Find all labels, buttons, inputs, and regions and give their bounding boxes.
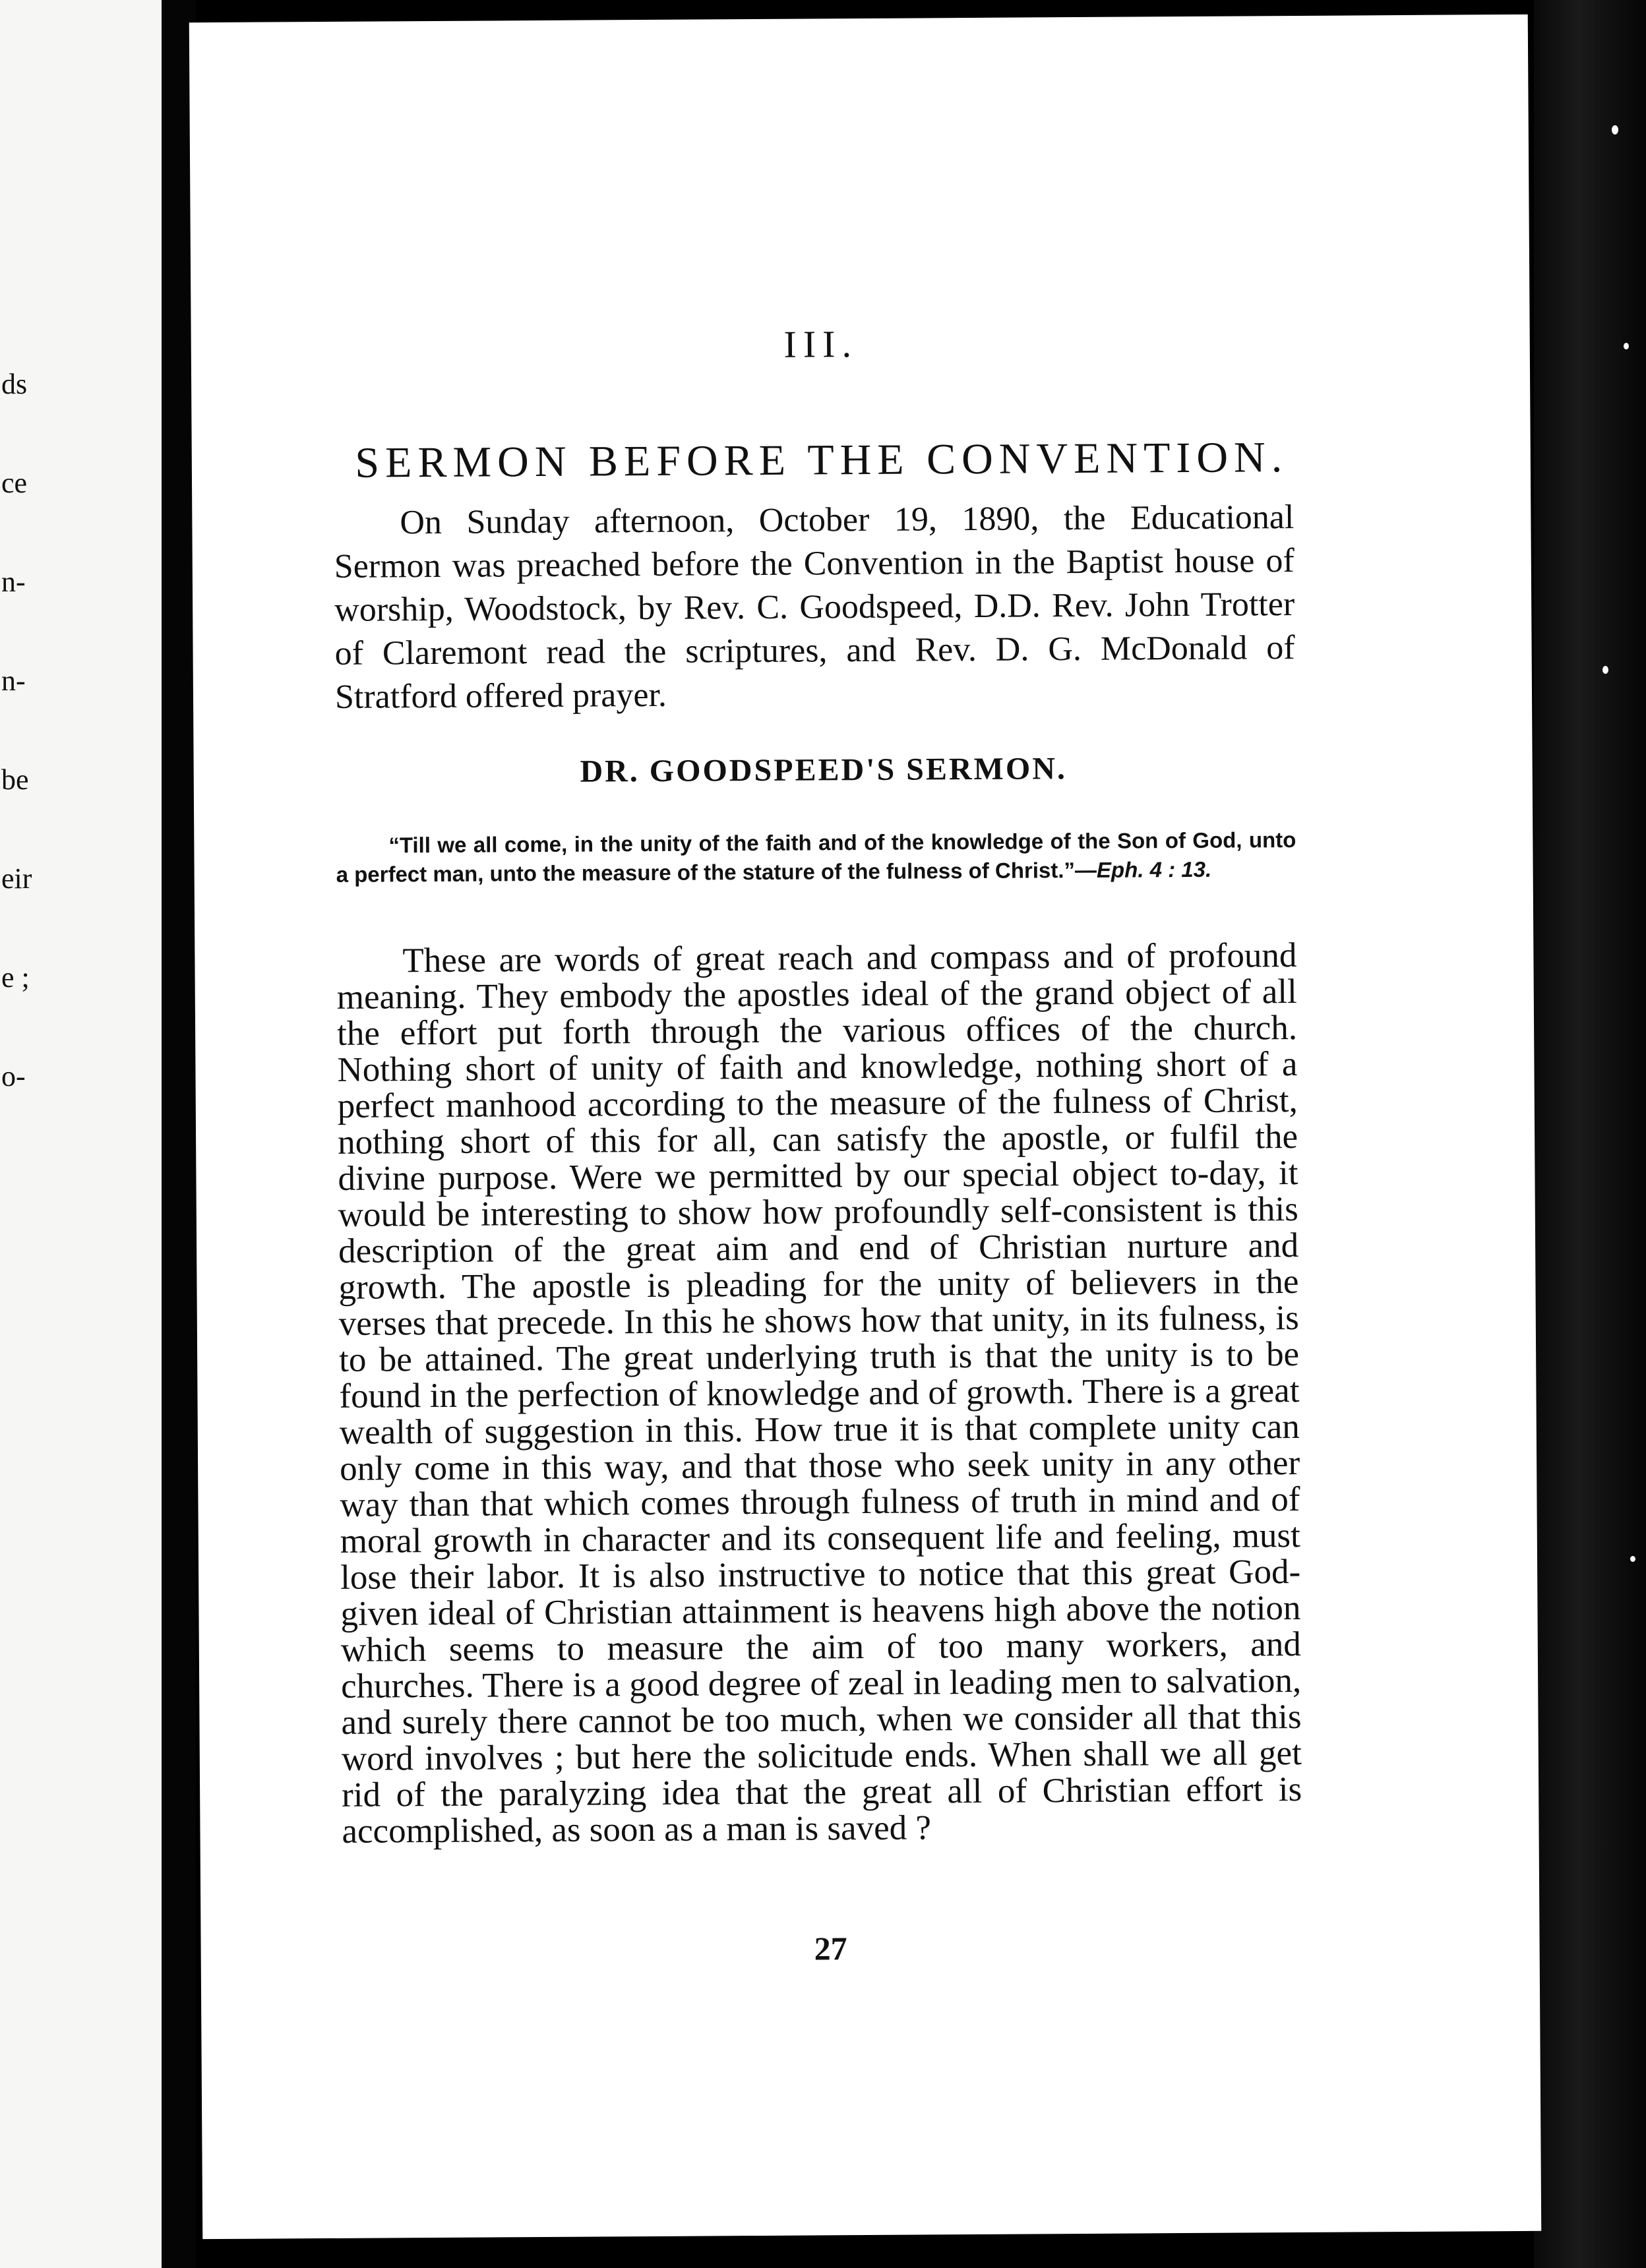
sermon-body-paragraph: These are words of great reach and compass and of profound meaning. They embody the apostles ideal of the grand object of all the effort put forth through the various offices of the church. Nothing short of unity of faith and knowledge, nothing short of a perfect manhood according to the measure of the fulness of Christ, nothing short of this for all, can satisfy the apostle, or fulfil the divine purpose. Were we permitted by our special object to-day, it would be interesting to show how profoundly self-consistent is this description of the great aim and end of Christian nurture and growth. The apostle is pleading for the unity of believers in the verses that precede. In this he shows how that unity, in its fulness, is to be attained. The great underlying truth is that the unity is to be found in the perfection of knowledge and of growth. There is a great wealth of suggestion in this. How true it is that complete unity can only come in this way, and that those who seek unity in any other way than that which comes through fulness of truth in mind and of moral growth in character and its consequent life and feeling, must lose their labor. It is also instructive to notice that this great God-given ideal of Christian attainment is heavens high above the notion which seems to measure the aim of too many workers, and churches. There is a good degree of zeal in leading men to salvation, and surely there cannot be too much, when we consider all that this word involves ; but here the solicitude ends. When shall we all get rid of the paralyzing idea that the great all of Christian effort is accomplished, as soon as a man is saved ? xyxy=(336,936,1302,1851)
chapter-title: SERMON BEFORE THE CONVENTION. xyxy=(355,433,1289,487)
page-body xyxy=(331,15,1505,1967)
facing-page-text-fragments xyxy=(1,302,160,1159)
epigraph-quote: “Till we all come, in the unity of the faith and of the knowledge of the Son of God, unto a perfect man, unto the measure of the stature of the fulness of Christ.”— xyxy=(336,827,1296,887)
facing-page-fragment: eir xyxy=(1,862,32,895)
facing-page-fragment: o- xyxy=(1,1060,26,1092)
facing-page-edge xyxy=(0,0,162,2268)
epigraph-reference: Eph. 4 : 13. xyxy=(1096,856,1212,882)
facing-page-fragment: e ; xyxy=(1,961,30,994)
book-page xyxy=(189,15,1541,2239)
chapter-numeral: III. xyxy=(783,322,859,366)
page-number: 27 xyxy=(814,1930,847,1967)
facing-page-fragment: be xyxy=(1,763,29,796)
facing-page-fragment: ce xyxy=(1,467,28,499)
facing-page-fragment: n- xyxy=(1,566,26,598)
scan-background-edge xyxy=(1534,0,1646,2268)
epigraph xyxy=(336,825,1296,889)
facing-page-fragment: ds xyxy=(1,368,28,400)
facing-page-fragment: n- xyxy=(1,665,26,697)
intro-paragraph: On Sunday afternoon, October 19, 1890, the Educational Sermon was preached before the Convention in the Baptist house of worship, Woodstock, by Rev. C. Goodspeed, D.D. Rev. John Trotter of Claremont read the scriptures, and Rev. D. G. McDonald of Stratford offered prayer. xyxy=(334,498,1295,716)
sermon-heading: DR. GOODSPEED'S SERMON. xyxy=(580,751,1068,789)
